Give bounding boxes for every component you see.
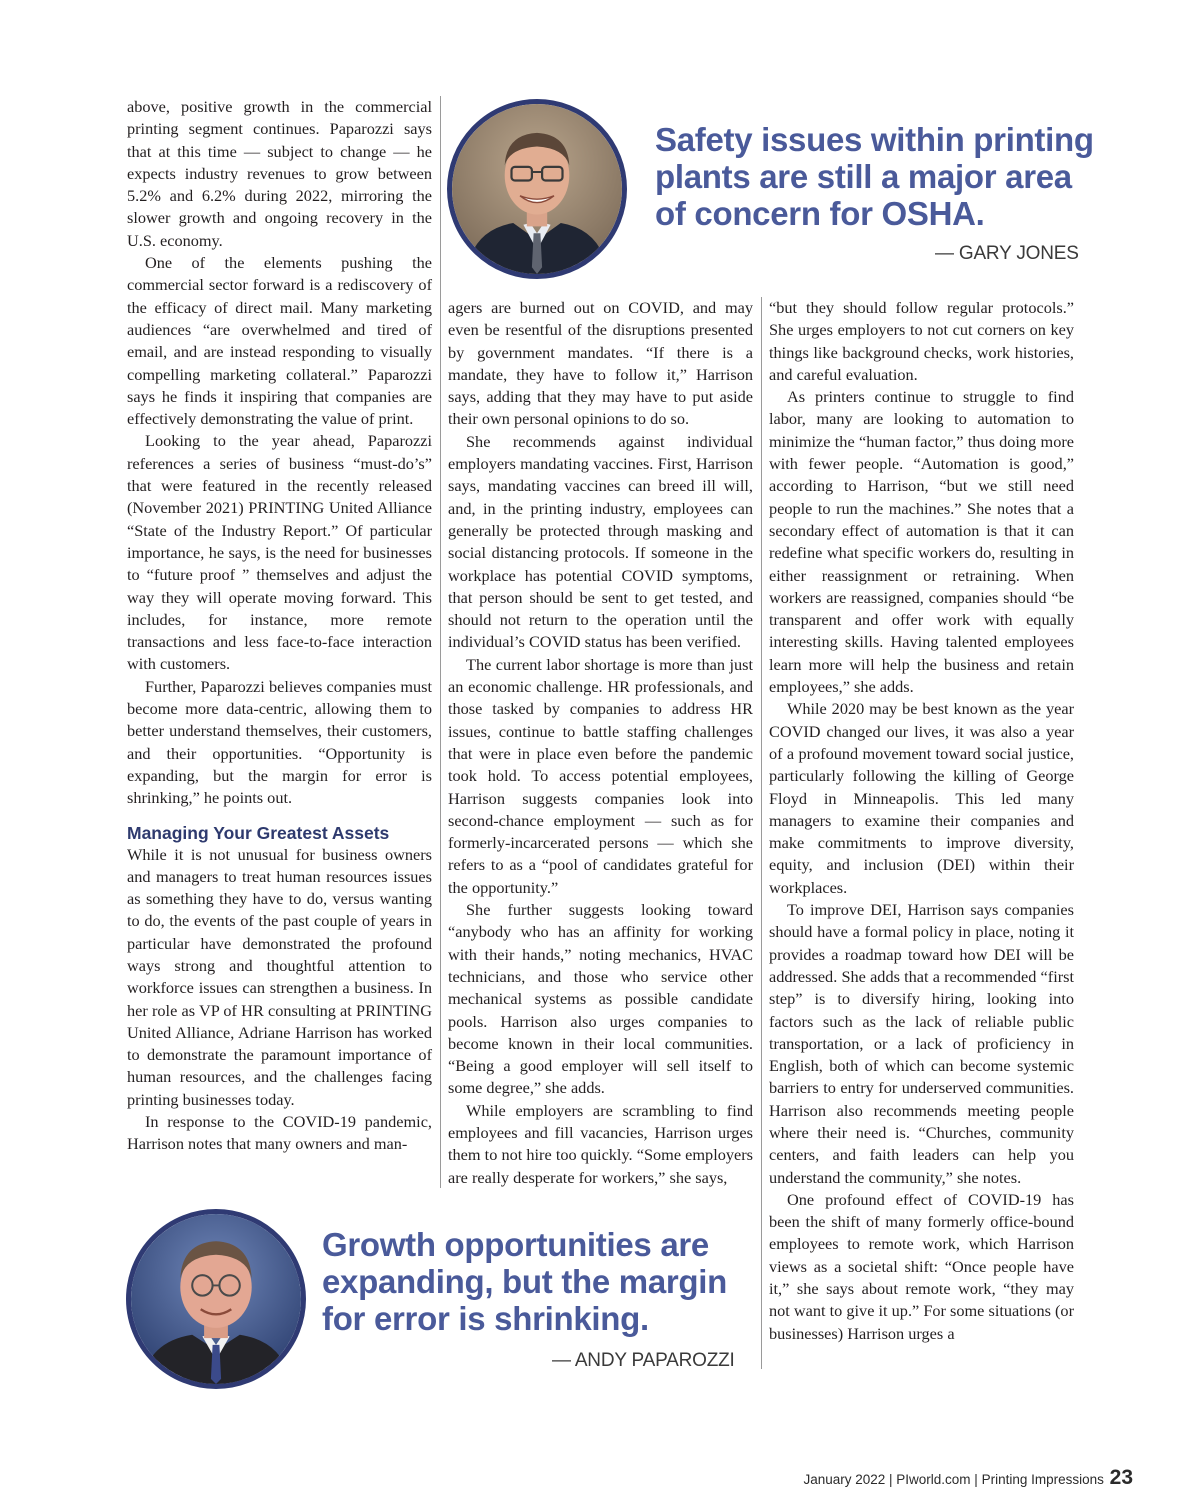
- column-divider: [440, 96, 441, 1188]
- column-divider: [761, 297, 762, 1369]
- article-column-1: [127, 96, 432, 1156]
- body-paragraph: She further suggests looking toward “anybody who has an affinity for working with their hands,” noting mechanics, HVAC technicians, and those who service other mechanical systems as possible candidate pools. Harrison also urges companies to become known in their local communities. “Being a good employer will sell itself to some degree,” she adds.: [448, 900, 753, 1098]
- page-footer: [803, 1466, 1133, 1490]
- body-paragraph: above, positive growth in the commercial printing segment continues. Paparozzi says that at this time — subject to change — he expects industry revenues to grow between 5.2% and 6.2% during 2022, mirroring the slower growth and ongoing recovery in the U.S. economy.: [127, 97, 432, 250]
- person-icon: [452, 104, 622, 274]
- article-column-2: [448, 297, 753, 1189]
- pull-quote-line: plants are still a major area: [655, 158, 1072, 195]
- page-number: 23: [1109, 1466, 1133, 1489]
- body-paragraph: One profound effect of COVID-19 has been the shift of many formerly office-bound employees to remote work, which Harrison views as a societal shift: “Once people have it,” she says about remote work, “they may not want to give it up.” For some situations (or businesses) Harrison urges a: [769, 1189, 1074, 1343]
- article-column-3: [769, 297, 1074, 1345]
- pull-quote-line: of concern for OSHA.: [655, 195, 985, 232]
- body-paragraph: One of the elements pushing the commercial sector forward is a rediscovery of the efficacy of direct mail. Many marketing audiences “are overwhelmed and tired of email, and are instead responding to visually compelling marketing collateral.” Paparozzi says he finds it inspiring that companies are effectively demonstrating the value of print.: [127, 253, 432, 429]
- body-paragraph: While employers are scrambling to find employees and fill vacancies, Harrison urges them to not hire too quickly. “Some employers are really desperate for workers,” she says,: [448, 1100, 753, 1187]
- section-subhead: Managing Your Greatest Assets: [127, 822, 390, 843]
- portrait-photo-gary-jones: [447, 99, 627, 279]
- pull-quote-line: Safety issues within printing: [655, 121, 1094, 158]
- body-paragraph: Looking to the year ahead, Paparozzi references a series of business “must-do’s” that were featured in the recently released (November 2021) PRINTING United Alliance “State of the Industry Report.” Of particular importance, he says, is the need for businesses to “future proof ” themselves and adjust the way they will operate moving forward. This includes, for instance, more remote transactions and less face-to-face interaction with customers.: [127, 431, 432, 674]
- body-paragraph: agers are burned out on COVID, and may even be resentful of the disruptions presented by government mandates. “If there is a mandate, they have to follow it,” Harrison says, adding that they may have to put aside their own personal opinions to do so.: [448, 298, 753, 429]
- body-paragraph: Further, Paparozzi believes companies must become more data-centric, allowing them to better understand themselves, their customers, and their opportunities. “Opportunity is expanding, but the margin for error is shrinking,” he points out.: [127, 676, 432, 808]
- body-paragraph: To improve DEI, Harrison says companies should have a formal policy in place, noting it provides a roadmap toward how DEI will be addressed. She adds that a recommended “first step” is to diversify hiring, looking into factors such as the lack of reliable public transportation, or a lack of proficiency in English, both of which can become systemic barriers to entry for underserved communities. Harrison also recommends meeting people where their need is. “Churches, community centers, and faith leaders can help you understand the community,” she notes.: [769, 900, 1074, 1187]
- pull-quote-line: Growth opportunities are: [322, 1226, 709, 1263]
- pull-quote-attribution: — ANDY PAPAROZZI: [552, 1350, 735, 1371]
- pull-quote-bottom: [322, 1226, 727, 1337]
- body-paragraph: As printers continue to struggle to find labor, many are looking to automation to minimize the “human factor,” thus doing more with fewer people. “Automation is good,” according to Harrison, “but we still need people to run the machines.” She notes that a secondary effect of automation is that it can redefine what specific workers do, resulting in either reassignment or retraining. When workers are reassigned, companies should “be transparent and offer work with equally interesting skills. Having talented employees learn more will help the business and retain employees,” she adds.: [769, 387, 1074, 697]
- person-icon: [131, 1214, 301, 1384]
- pull-quote-attribution: — GARY JONES: [935, 243, 1079, 264]
- pull-quote-top: [655, 121, 1094, 232]
- body-paragraph: “but they should follow regular protocols.” She urges employers to not cut corners on key things like background checks, work histories, and careful evaluation.: [769, 298, 1074, 384]
- portrait-photo-andy-paparozzi: [126, 1209, 306, 1389]
- pull-quote-line: for error is shrinking.: [322, 1300, 649, 1337]
- body-paragraph: While 2020 may be best known as the year COVID changed our lives, it was also a year of a profound movement toward social justice, particularly following the killing of George Floyd in Minneapolis. This led many managers to examine their companies and make commitments to improve diversity, equity, and inclusion (DEI) within their workplaces.: [769, 699, 1074, 897]
- footer-text: January 2022 | PIworld.com | Printing Impressions: [803, 1472, 1104, 1487]
- body-paragraph: The current labor shortage is more than just an economic challenge. HR professionals, and those tasked by companies to address HR issues, continue to battle staffing challenges that were in place even before the pandemic took hold. To access potential employees, Harrison suggests companies look into second-chance employment — such as for formerly-incarcerated persons — which she refers to as a “pool of candidates grateful for the opportunity.”: [448, 654, 753, 897]
- body-paragraph: While it is not unusual for business owners and managers to treat human resources issues as something they have to do, versus wanting to do, the events of the past couple of years in particular have demonstrated the profound ways strong and thoughtful attention to workforce issues can strengthen a business. In her role as VP of HR consulting at PRINTING United Alliance, Adriane Harrison has worked to demonstrate the paramount importance of human resources, and the challenges facing printing businesses today.: [127, 844, 432, 1109]
- pull-quote-line: expanding, but the margin: [322, 1263, 728, 1300]
- body-paragraph: In response to the COVID-19 pandemic, Harrison notes that many owners and man-: [127, 1112, 432, 1154]
- body-paragraph: She recommends against individual employers mandating vaccines. First, Harrison says, mandating vaccines can breed ill will, and, in the printing industry, employees can generally be protected through masking and social distancing protocols. If someone in the workplace has potential COVID symptoms, that person should be sent to get tested, and should not return to the operation until the individual’s COVID status has been verified.: [448, 431, 753, 652]
